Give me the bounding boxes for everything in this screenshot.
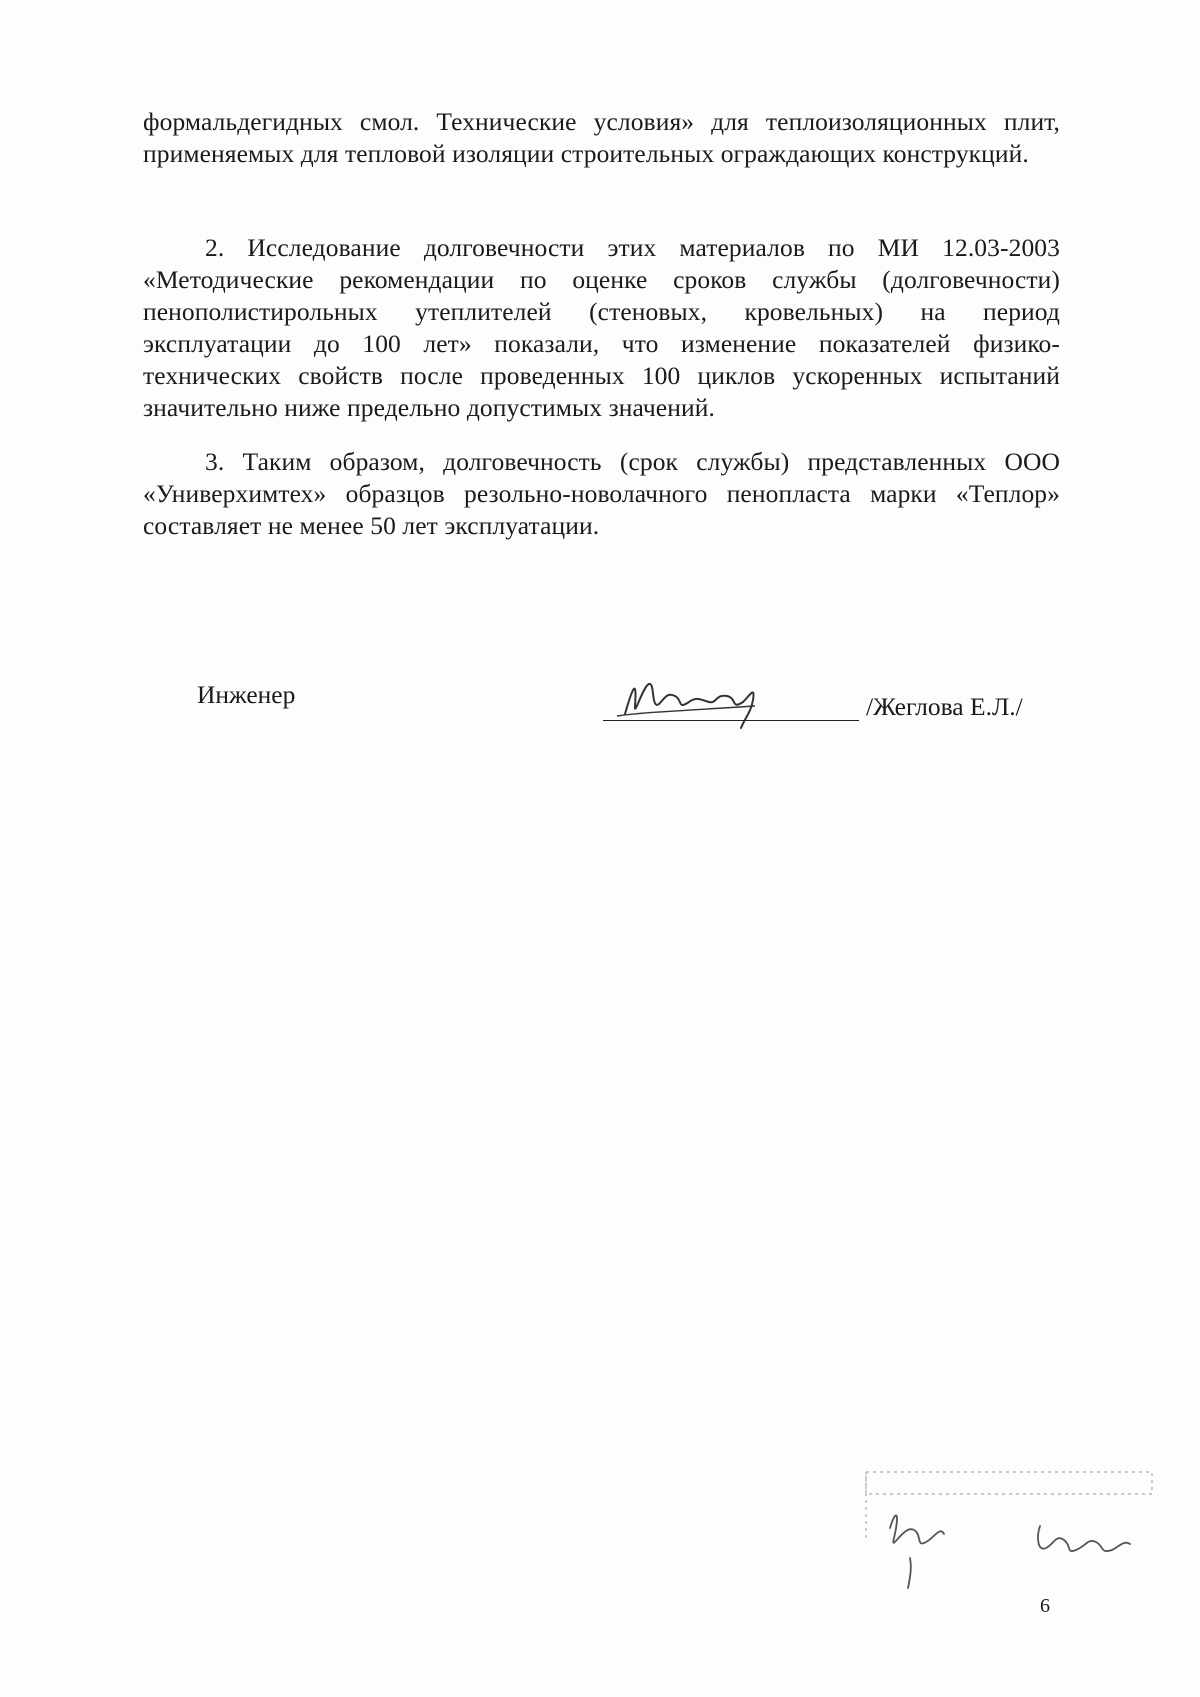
signer-name: /Жеглова Е.Л./ bbox=[866, 692, 1023, 721]
signature-block bbox=[0, 670, 1200, 750]
signature-line bbox=[603, 720, 859, 721]
signature-icon bbox=[605, 666, 805, 736]
paragraph-1: формальдегидных смол. Технические условия» для теплоизоляционных плит, применяемых для тепловой изоляции строительных ограждающих конструкций. bbox=[143, 106, 1060, 168]
signer-position: Инженер bbox=[197, 680, 296, 709]
stamp-icon bbox=[860, 1468, 1160, 1598]
paragraph-3: 3. Таким образом, долговечность (срок службы) представленных ООО «Универхимтех» образцов резольно-новолачного пенопласта марки «Теплор» составляет не менее 50 лет эксплуатации. bbox=[143, 446, 1060, 540]
paragraph-2: 2. Исследование долговечности этих материалов по МИ 12.03-2003 «Методические рекомендации по оценке сроков службы (долговечности) пенополистирольных утеплителей (стеновых, кровельных) на период эксплуатации до 100 лет» показали, что изменение показателей физико-технических свойств после проведенных 100 циклов ускоренных испытаний значительно ниже предельно допустимых значений. bbox=[143, 232, 1060, 422]
page-number: 6 bbox=[1040, 1595, 1050, 1617]
